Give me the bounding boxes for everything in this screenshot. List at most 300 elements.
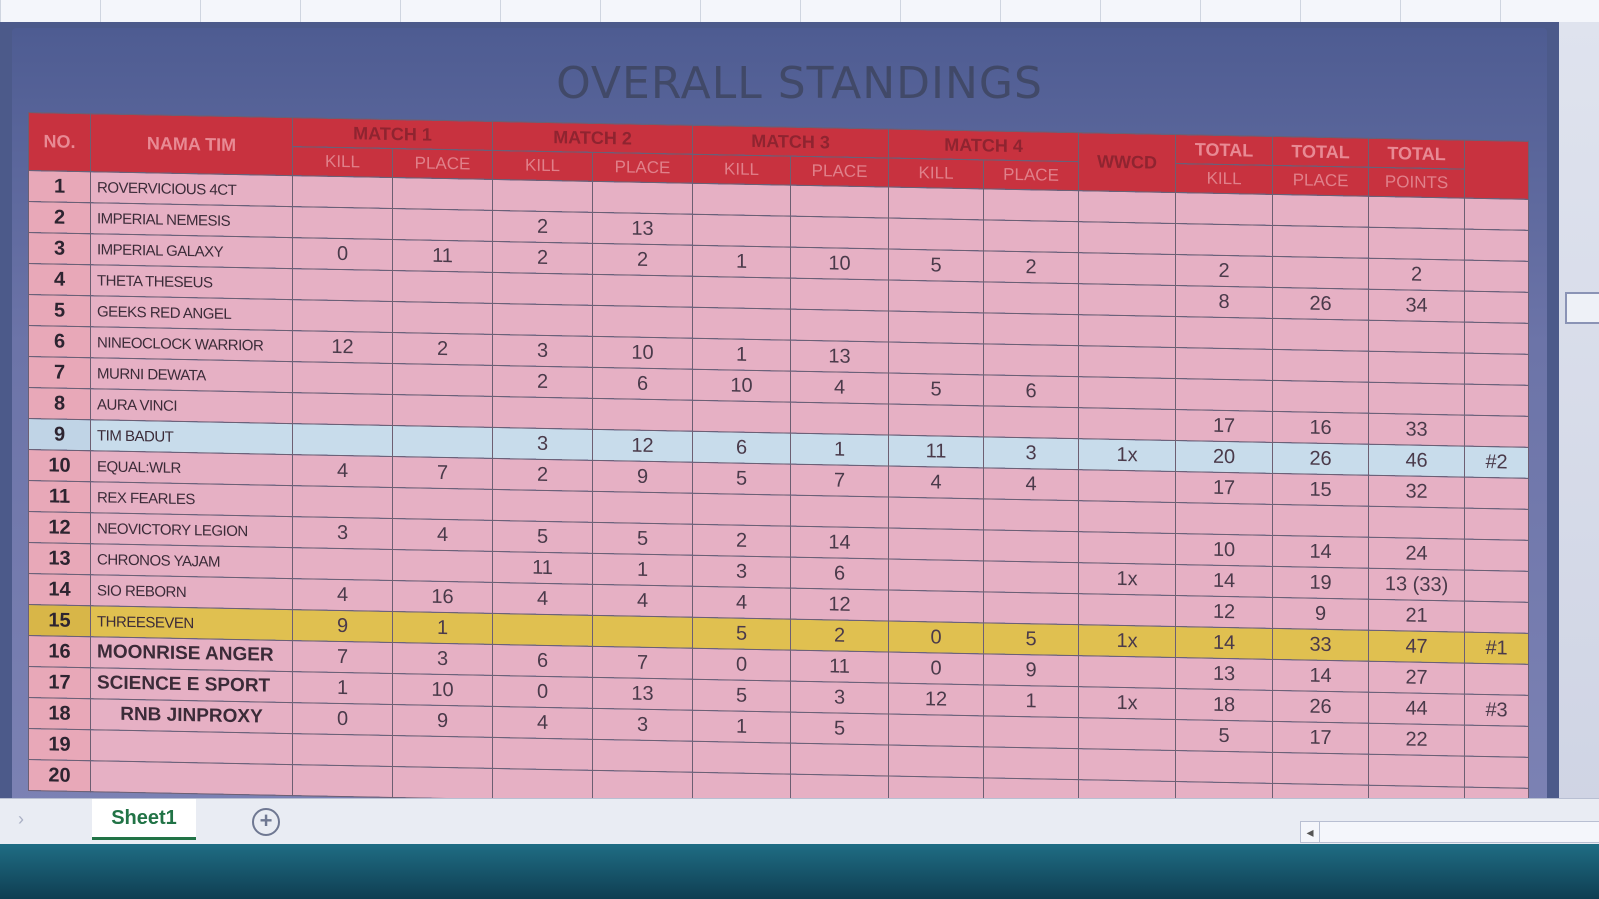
cell-m2-kill[interactable]: 2 — [493, 458, 593, 491]
cell-rank[interactable] — [1465, 539, 1529, 571]
cell-m2-place[interactable] — [593, 739, 693, 772]
cell-m3-place[interactable] — [791, 402, 889, 435]
cell-m3-place[interactable]: 7 — [791, 464, 889, 497]
cell-m3-place[interactable]: 4 — [791, 371, 889, 404]
row-number[interactable]: 16 — [29, 636, 91, 668]
cell-m1-place[interactable]: 4 — [393, 518, 493, 551]
cell-total-points[interactable]: 21 — [1369, 599, 1465, 632]
row-number[interactable]: 8 — [29, 388, 91, 420]
cell-m3-kill[interactable]: 6 — [693, 431, 791, 464]
cell-m4-place[interactable] — [984, 220, 1079, 253]
cell-m3-kill[interactable]: 1 — [693, 710, 791, 743]
cell-wwcd[interactable]: 1x — [1079, 625, 1176, 658]
cell-total-kill[interactable]: 12 — [1176, 596, 1273, 629]
cell-total-points[interactable] — [1369, 227, 1465, 260]
cell-rank[interactable] — [1465, 601, 1529, 633]
team-name-cell[interactable] — [91, 730, 293, 765]
cell-m3-place[interactable]: 1 — [791, 433, 889, 466]
team-name-cell[interactable]: EQUAL:WLR — [91, 451, 293, 486]
cell-m4-place[interactable]: 1 — [984, 685, 1079, 718]
cell-total-kill[interactable]: 17 — [1176, 410, 1273, 443]
cell-m2-place[interactable] — [593, 181, 693, 214]
cell-total-place[interactable] — [1273, 752, 1369, 785]
cell-m4-place[interactable] — [984, 561, 1079, 594]
cell-m1-place[interactable]: 2 — [393, 332, 493, 365]
cell-wwcd[interactable] — [1079, 284, 1176, 317]
team-name-cell[interactable]: MOONRISE ANGER — [91, 637, 293, 672]
cell-wwcd[interactable] — [1079, 749, 1176, 782]
cell-m2-place[interactable] — [593, 305, 693, 338]
cell-total-kill[interactable]: 18 — [1176, 689, 1273, 722]
header-match1: MATCH 1 — [293, 118, 493, 151]
cell-m2-kill[interactable] — [493, 303, 593, 336]
cell-m2-place[interactable]: 13 — [593, 677, 693, 710]
cell-total-kill[interactable]: 14 — [1176, 565, 1273, 598]
team-name-cell[interactable]: SCIENCE E SPORT — [91, 668, 293, 703]
cell-m4-place[interactable] — [984, 344, 1079, 377]
cell-m1-kill[interactable] — [293, 269, 393, 302]
row-number[interactable]: 13 — [29, 543, 91, 575]
cell-rank[interactable] — [1465, 291, 1529, 323]
cell-m2-kill[interactable]: 2 — [493, 210, 593, 243]
horizontal-scrollbar[interactable] — [1300, 821, 1599, 843]
cell-m4-place[interactable] — [984, 530, 1079, 563]
cell-m1-place[interactable]: 9 — [393, 704, 493, 737]
cell-m4-kill[interactable] — [889, 342, 984, 375]
cell-total-kill[interactable]: 2 — [1176, 255, 1273, 288]
cell-m3-kill[interactable]: 10 — [693, 369, 791, 402]
cell-m1-kill[interactable]: 3 — [293, 517, 393, 550]
cell-m1-kill[interactable]: 1 — [293, 672, 393, 705]
cell-total-kill[interactable] — [1176, 503, 1273, 536]
cell-m3-kill[interactable]: 2 — [693, 524, 791, 557]
cell-rank[interactable] — [1465, 260, 1529, 292]
cell-m1-place[interactable]: 3 — [393, 642, 493, 675]
cell-total-points[interactable] — [1369, 320, 1465, 353]
cell-m3-place[interactable]: 14 — [791, 526, 889, 559]
cell-m1-kill[interactable] — [293, 548, 393, 581]
tab-nav-icon[interactable]: › — [18, 809, 24, 829]
cell-m1-place[interactable] — [393, 487, 493, 520]
cell-m4-kill[interactable] — [889, 528, 984, 561]
cell-m2-kill[interactable] — [493, 613, 593, 646]
cell-m1-kill[interactable]: 12 — [293, 331, 393, 364]
cell-total-kill[interactable]: 8 — [1176, 286, 1273, 319]
team-name-cell[interactable]: ROVERVICIOUS 4CT — [91, 172, 293, 207]
cell-total-place[interactable] — [1273, 380, 1369, 413]
cell-m4-kill[interactable]: 0 — [889, 652, 984, 685]
cell-m2-place[interactable]: 7 — [593, 646, 693, 679]
row-number[interactable]: 10 — [29, 450, 91, 482]
cell-m4-kill[interactable]: 0 — [889, 621, 984, 654]
cell-m3-place[interactable]: 11 — [791, 650, 889, 683]
cell-m3-place[interactable] — [791, 216, 889, 249]
cell-m4-kill[interactable]: 12 — [889, 683, 984, 716]
cell-m3-place[interactable]: 6 — [791, 557, 889, 590]
cell-m3-kill[interactable]: 4 — [693, 586, 791, 619]
cell-m3-place[interactable] — [791, 309, 889, 342]
cell-m2-place[interactable] — [593, 398, 693, 431]
cell-m4-place[interactable]: 3 — [984, 437, 1079, 470]
header-m3-place: PLACE — [791, 156, 889, 187]
cell-m4-place[interactable] — [984, 716, 1079, 749]
cell-m3-kill[interactable] — [693, 741, 791, 774]
row-number[interactable]: 5 — [29, 295, 91, 327]
cell-m1-place[interactable] — [393, 766, 493, 799]
cell-total-place[interactable] — [1273, 318, 1369, 351]
cell-m3-kill[interactable] — [693, 214, 791, 247]
row-number[interactable]: 19 — [29, 729, 91, 761]
cell-m1-kill[interactable] — [293, 393, 393, 426]
cell-wwcd[interactable] — [1079, 718, 1176, 751]
row-number[interactable]: 11 — [29, 481, 91, 513]
cell-m4-kill[interactable] — [889, 497, 984, 530]
cell-m4-kill[interactable] — [889, 311, 984, 344]
cell-total-place[interactable]: 15 — [1273, 473, 1369, 506]
cell-m1-kill[interactable]: 7 — [293, 641, 393, 674]
cell-m4-kill[interactable]: 5 — [889, 373, 984, 406]
cell-total-place[interactable]: 19 — [1273, 566, 1369, 599]
cell-total-points[interactable]: 22 — [1369, 723, 1465, 756]
cell-total-points[interactable]: 13 (33) — [1369, 568, 1465, 601]
cell-m4-place[interactable] — [984, 747, 1079, 780]
cell-m4-kill[interactable] — [889, 745, 984, 778]
team-name-cell[interactable]: NINEOCLOCK WARRIOR — [91, 327, 293, 362]
row-number[interactable]: 6 — [29, 326, 91, 358]
cell-m1-place[interactable] — [393, 549, 493, 582]
cell-total-place[interactable] — [1273, 225, 1369, 258]
cell-total-kill[interactable]: 5 — [1176, 720, 1273, 753]
cell-m4-place[interactable] — [984, 592, 1079, 625]
cell-total-points[interactable]: 33 — [1369, 413, 1465, 446]
team-name-cell[interactable]: MURNI DEWATA — [91, 358, 293, 393]
cell-m2-kill[interactable] — [493, 737, 593, 770]
team-name-cell[interactable]: CHRONOS YAJAM — [91, 544, 293, 579]
cell-m3-place[interactable] — [791, 278, 889, 311]
cell-wwcd[interactable] — [1079, 222, 1176, 255]
cell-m2-place[interactable]: 12 — [593, 429, 693, 462]
cell-total-points[interactable] — [1369, 351, 1465, 384]
cell-m3-place[interactable]: 10 — [791, 247, 889, 280]
cell-wwcd[interactable] — [1079, 315, 1176, 348]
cell-rank[interactable] — [1465, 229, 1529, 261]
cell-m2-place[interactable]: 2 — [593, 243, 693, 276]
cell-m3-kill[interactable]: 5 — [693, 617, 791, 650]
cell-rank[interactable] — [1465, 322, 1529, 354]
cell-rank[interactable] — [1465, 570, 1529, 602]
cell-rank[interactable] — [1465, 384, 1529, 416]
cell-m1-place[interactable] — [393, 177, 493, 210]
cell-wwcd[interactable] — [1079, 501, 1176, 534]
row-number[interactable]: 14 — [29, 574, 91, 606]
scroll-left-icon[interactable]: ◂ — [1301, 822, 1320, 842]
cell-m2-place[interactable]: 9 — [593, 460, 693, 493]
cell-total-points[interactable]: 27 — [1369, 661, 1465, 694]
cell-m1-kill[interactable] — [293, 176, 393, 209]
cell-m4-kill[interactable] — [889, 404, 984, 437]
row-number[interactable]: 12 — [29, 512, 91, 544]
cell-total-kill[interactable]: 17 — [1176, 472, 1273, 505]
row-number[interactable]: 9 — [29, 419, 91, 451]
cell-wwcd[interactable] — [1079, 346, 1176, 379]
cell-wwcd[interactable] — [1079, 408, 1176, 441]
cell-total-points[interactable]: 46 — [1369, 444, 1465, 477]
cell-total-kill[interactable] — [1176, 348, 1273, 381]
cell-m4-place[interactable]: 2 — [984, 251, 1079, 284]
cell-rank[interactable] — [1465, 198, 1529, 230]
cell-m2-kill[interactable]: 2 — [493, 241, 593, 274]
cell-m3-kill[interactable] — [693, 183, 791, 216]
cell-rank[interactable] — [1465, 725, 1529, 757]
cell-m2-kill[interactable] — [493, 179, 593, 212]
cell-m1-place[interactable] — [393, 394, 493, 427]
cell-m2-place[interactable]: 3 — [593, 708, 693, 741]
cell-m1-kill[interactable] — [293, 734, 393, 767]
cell-wwcd[interactable]: 1x — [1079, 563, 1176, 596]
cell-m2-place[interactable]: 5 — [593, 522, 693, 555]
cell-m4-kill[interactable] — [889, 218, 984, 251]
cell-m1-kill[interactable] — [293, 362, 393, 395]
add-sheet-icon[interactable]: + — [252, 808, 280, 836]
team-name-cell[interactable] — [91, 761, 293, 796]
cell-m4-place[interactable]: 6 — [984, 375, 1079, 408]
cell-total-points[interactable]: 47 — [1369, 630, 1465, 663]
selected-cell[interactable] — [1565, 292, 1599, 324]
cell-m4-kill[interactable] — [889, 187, 984, 220]
cell-m4-place[interactable]: 5 — [984, 623, 1079, 656]
cell-m4-kill[interactable] — [889, 559, 984, 592]
cell-total-points[interactable] — [1369, 754, 1465, 787]
cell-total-place[interactable]: 14 — [1273, 659, 1369, 692]
cell-m4-kill[interactable] — [889, 280, 984, 313]
cell-m1-place[interactable]: 16 — [393, 580, 493, 613]
row-number[interactable]: 1 — [29, 171, 91, 203]
cell-total-points[interactable]: 2 — [1369, 258, 1465, 291]
cell-m4-kill[interactable]: 11 — [889, 435, 984, 468]
cell-m2-kill[interactable]: 3 — [493, 334, 593, 367]
cell-m3-kill[interactable] — [693, 307, 791, 340]
cell-m4-kill[interactable] — [889, 590, 984, 623]
cell-rank[interactable] — [1465, 663, 1529, 695]
cell-m4-place[interactable]: 4 — [984, 468, 1079, 501]
cell-m2-kill[interactable]: 6 — [493, 644, 593, 677]
cell-m1-place[interactable]: 7 — [393, 456, 493, 489]
cell-total-points[interactable]: 34 — [1369, 289, 1465, 322]
cell-rank[interactable] — [1465, 477, 1529, 509]
cell-total-place[interactable] — [1273, 194, 1369, 227]
cell-wwcd[interactable] — [1079, 594, 1176, 627]
cell-m1-place[interactable] — [393, 735, 493, 768]
cell-m2-kill[interactable]: 5 — [493, 520, 593, 553]
row-number[interactable]: 2 — [29, 202, 91, 234]
cell-m3-place[interactable]: 13 — [791, 340, 889, 373]
cell-wwcd[interactable]: 1x — [1079, 687, 1176, 720]
cell-m4-place[interactable] — [984, 406, 1079, 439]
cell-rank[interactable]: #2 — [1465, 446, 1529, 478]
cell-total-kill[interactable]: 14 — [1176, 627, 1273, 660]
cell-m2-kill[interactable]: 4 — [493, 582, 593, 615]
cell-wwcd[interactable]: 1x — [1079, 439, 1176, 472]
cell-m3-place[interactable]: 5 — [791, 712, 889, 745]
cell-m1-kill[interactable] — [293, 424, 393, 457]
row-number[interactable]: 15 — [29, 605, 91, 637]
cell-rank[interactable]: #1 — [1465, 632, 1529, 664]
cell-m3-kill[interactable] — [693, 276, 791, 309]
cell-m1-kill[interactable] — [293, 486, 393, 519]
row-number[interactable]: 4 — [29, 264, 91, 296]
cell-m4-kill[interactable]: 4 — [889, 466, 984, 499]
cell-m1-place[interactable] — [393, 363, 493, 396]
cell-total-place[interactable]: 26 — [1273, 287, 1369, 320]
cell-m2-place[interactable] — [593, 491, 693, 524]
cell-m1-kill[interactable]: 4 — [293, 579, 393, 612]
team-name-cell[interactable]: IMPERIAL GALAXY — [91, 234, 293, 269]
cell-m2-kill[interactable] — [493, 272, 593, 305]
cell-wwcd[interactable] — [1079, 656, 1176, 689]
cell-total-kill[interactable] — [1176, 379, 1273, 412]
team-name-cell[interactable]: RNB JINPROXY — [91, 699, 293, 734]
cell-m4-place[interactable] — [984, 189, 1079, 222]
cell-total-kill[interactable] — [1176, 224, 1273, 257]
cell-total-place[interactable]: 17 — [1273, 721, 1369, 754]
cell-total-place[interactable] — [1273, 349, 1369, 382]
cell-wwcd[interactable] — [1079, 532, 1176, 565]
cell-total-points[interactable]: 44 — [1369, 692, 1465, 725]
cell-m1-kill[interactable]: 9 — [293, 610, 393, 643]
team-name-cell[interactable]: IMPERIAL NEMESIS — [91, 203, 293, 238]
cell-total-kill[interactable] — [1176, 317, 1273, 350]
cell-rank[interactable]: #3 — [1465, 694, 1529, 726]
cell-m3-kill[interactable]: 0 — [693, 648, 791, 681]
cell-total-place[interactable]: 16 — [1273, 411, 1369, 444]
row-number[interactable]: 20 — [29, 760, 91, 792]
cell-total-points[interactable] — [1369, 196, 1465, 229]
team-name-cell[interactable]: GEEKS RED ANGEL — [91, 296, 293, 331]
cell-m1-place[interactable] — [393, 208, 493, 241]
cell-total-points[interactable] — [1369, 506, 1465, 539]
cell-m1-kill[interactable] — [293, 207, 393, 240]
team-name-cell[interactable]: THETA THESEUS — [91, 265, 293, 300]
cell-m2-kill[interactable] — [493, 489, 593, 522]
cell-m2-kill[interactable]: 2 — [493, 365, 593, 398]
cell-m3-place[interactable] — [791, 495, 889, 528]
cell-m3-place[interactable] — [791, 185, 889, 218]
cell-total-place[interactable]: 26 — [1273, 442, 1369, 475]
cell-total-kill[interactable] — [1176, 751, 1273, 784]
cell-m1-place[interactable] — [393, 270, 493, 303]
cell-m4-place[interactable] — [984, 313, 1079, 346]
cell-m1-place[interactable] — [393, 301, 493, 334]
cell-m1-kill[interactable]: 0 — [293, 703, 393, 736]
cell-m3-kill[interactable]: 5 — [693, 462, 791, 495]
team-name-cell[interactable]: REX FEARLES — [91, 482, 293, 517]
cell-m2-kill[interactable]: 0 — [493, 675, 593, 708]
cell-m2-place[interactable]: 10 — [593, 336, 693, 369]
cell-m2-kill[interactable] — [493, 768, 593, 801]
team-name-cell[interactable]: TIM BADUT — [91, 420, 293, 455]
cell-m4-place[interactable] — [984, 499, 1079, 532]
cell-m1-place[interactable] — [393, 425, 493, 458]
cell-rank[interactable] — [1465, 415, 1529, 447]
cell-total-place[interactable]: 33 — [1273, 628, 1369, 661]
column-header-strip — [0, 0, 1599, 22]
cell-wwcd[interactable] — [1079, 191, 1176, 224]
cell-m2-place[interactable]: 13 — [593, 212, 693, 245]
cell-m2-place[interactable]: 4 — [593, 584, 693, 617]
cell-total-place[interactable]: 26 — [1273, 690, 1369, 723]
team-name-cell[interactable]: SIO REBORN — [91, 575, 293, 610]
cell-m4-kill[interactable] — [889, 714, 984, 747]
cell-m2-place[interactable]: 6 — [593, 367, 693, 400]
cell-m1-kill[interactable] — [293, 765, 393, 798]
cell-m3-place[interactable] — [791, 743, 889, 776]
team-name-cell[interactable]: THREESEVEN — [91, 606, 293, 641]
cell-total-place[interactable]: 14 — [1273, 535, 1369, 568]
cell-m4-kill[interactable]: 5 — [889, 249, 984, 282]
cell-m2-place[interactable] — [593, 615, 693, 648]
cell-total-points[interactable]: 32 — [1369, 475, 1465, 508]
sheet-tab-sheet1[interactable]: Sheet1 — [92, 799, 196, 840]
cell-total-kill[interactable]: 13 — [1176, 658, 1273, 691]
row-number[interactable]: 7 — [29, 357, 91, 389]
cell-m4-place[interactable]: 9 — [984, 654, 1079, 687]
team-name-cell[interactable]: NEOVICTORY LEGION — [91, 513, 293, 548]
cell-wwcd[interactable] — [1079, 253, 1176, 286]
cell-rank[interactable] — [1465, 353, 1529, 385]
cell-m3-place[interactable]: 2 — [791, 619, 889, 652]
cell-m1-kill[interactable] — [293, 300, 393, 333]
cell-total-place[interactable]: 9 — [1273, 597, 1369, 630]
cell-rank[interactable] — [1465, 508, 1529, 540]
cell-m2-kill[interactable]: 4 — [493, 706, 593, 739]
row-number[interactable]: 3 — [29, 233, 91, 265]
cell-m1-place[interactable]: 10 — [393, 673, 493, 706]
cell-m3-kill[interactable]: 3 — [693, 555, 791, 588]
cell-total-place[interactable] — [1273, 504, 1369, 537]
cell-m1-place[interactable]: 11 — [393, 239, 493, 272]
row-number[interactable]: 17 — [29, 667, 91, 699]
cell-total-kill[interactable] — [1176, 193, 1273, 226]
cell-m1-place[interactable]: 1 — [393, 611, 493, 644]
cell-m3-kill[interactable]: 1 — [693, 245, 791, 278]
cell-m3-place[interactable]: 12 — [791, 588, 889, 621]
cell-total-kill[interactable]: 10 — [1176, 534, 1273, 567]
cell-m2-kill[interactable] — [493, 396, 593, 429]
cell-total-kill[interactable]: 20 — [1176, 441, 1273, 474]
cell-m3-kill[interactable]: 1 — [693, 338, 791, 371]
cell-m2-place[interactable]: 1 — [593, 553, 693, 586]
status-bar — [0, 844, 1599, 899]
cell-total-points[interactable]: 24 — [1369, 537, 1465, 570]
cell-m3-kill[interactable] — [693, 493, 791, 526]
cell-m2-place[interactable] — [593, 274, 693, 307]
team-name-cell[interactable]: AURA VINCI — [91, 389, 293, 424]
cell-m2-kill[interactable]: 3 — [493, 427, 593, 460]
cell-m3-kill[interactable] — [693, 400, 791, 433]
cell-m1-kill[interactable]: 4 — [293, 455, 393, 488]
row-number[interactable]: 18 — [29, 698, 91, 730]
cell-rank[interactable] — [1465, 756, 1529, 788]
cell-total-place[interactable] — [1273, 256, 1369, 289]
cell-wwcd[interactable] — [1079, 470, 1176, 503]
cell-m3-place[interactable]: 3 — [791, 681, 889, 714]
cell-total-points[interactable] — [1369, 382, 1465, 415]
cell-m1-kill[interactable]: 0 — [293, 238, 393, 271]
cell-m3-kill[interactable]: 5 — [693, 679, 791, 712]
cell-wwcd[interactable] — [1079, 377, 1176, 410]
cell-m4-place[interactable] — [984, 282, 1079, 315]
cell-m2-kill[interactable]: 11 — [493, 551, 593, 584]
